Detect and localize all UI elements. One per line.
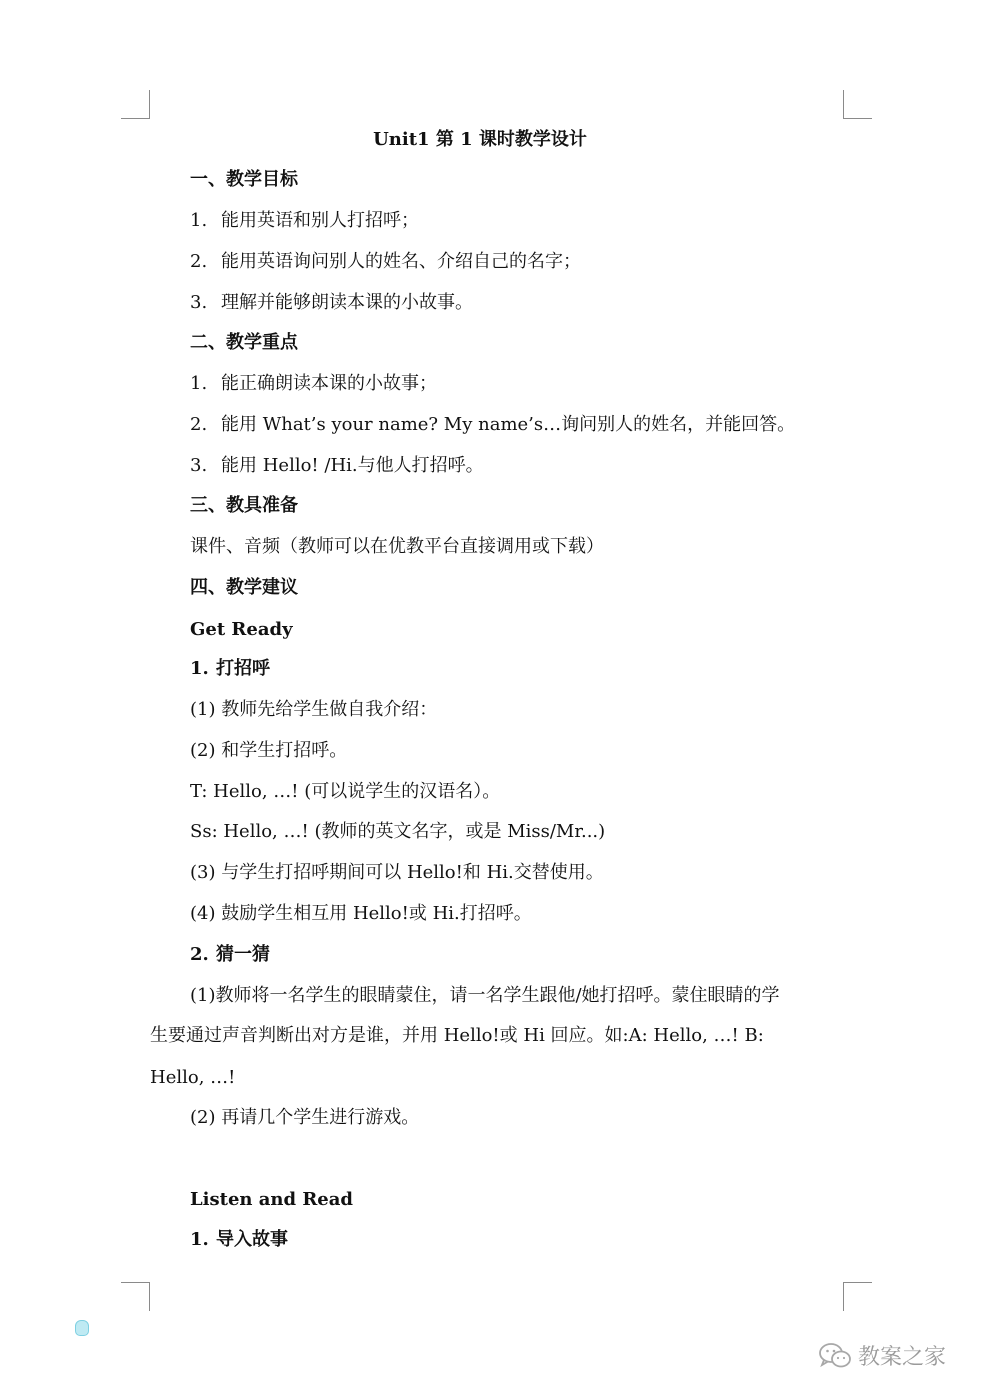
paragraph-line: Ss: Hello, …! (教师的英文名字，或是 Miss/Mr...) xyxy=(190,821,606,842)
list-number: 2. xyxy=(190,414,208,435)
step-title: 打招呼 xyxy=(216,658,270,679)
step-number: 1. xyxy=(190,1229,209,1250)
step-heading xyxy=(190,943,270,967)
paragraph-line: (1)教师将一名学生的眼睛蒙住，请一名学生跟他/她打招呼。蒙住眼睛的学 xyxy=(190,985,780,1006)
watermark-text: 教案之家 xyxy=(858,1345,947,1370)
step-title: 导入故事 xyxy=(216,1229,288,1250)
list-number: 1. xyxy=(190,373,208,394)
step-heading xyxy=(190,657,270,681)
list-item xyxy=(190,372,437,396)
list-text: 能正确朗读本课的小故事； xyxy=(221,373,437,394)
section-heading-materials: 三、教具准备 xyxy=(190,495,298,516)
decorative-dot xyxy=(75,1320,89,1336)
step-number: 1. xyxy=(190,658,209,679)
wechat-icon xyxy=(818,1342,852,1370)
paragraph-line: 生要通过声音判断出对方是谁，并用 Hello!或 Hi 回应。如:A: Hello, …! B: xyxy=(150,1025,764,1046)
crop-mark-bottom-left xyxy=(121,1282,150,1311)
paragraph-line: Hello, …! xyxy=(150,1067,236,1088)
list-item xyxy=(190,209,419,233)
watermark xyxy=(818,1340,946,1371)
list-number: 3. xyxy=(190,455,208,476)
paragraph-line: T: Hello, …! (可以说学生的汉语名）。 xyxy=(190,781,501,802)
list-number: 2. xyxy=(190,251,208,272)
subsection-listen-read: Listen and Read xyxy=(190,1189,354,1210)
list-number: 3. xyxy=(190,292,208,313)
crop-mark-top-left xyxy=(121,90,150,119)
list-item xyxy=(190,250,581,274)
list-text: 能用 What’s your name? My name’s…询问别人的姓名，并能回答。 xyxy=(221,414,796,435)
list-number: 1. xyxy=(190,210,208,231)
step-heading xyxy=(190,1228,288,1252)
list-text: 能用英语询问别人的姓名、介绍自己的名字； xyxy=(221,251,581,272)
paragraph-line: (3) 与学生打招呼期间可以 Hello!和 Hi.交替使用。 xyxy=(190,862,604,883)
materials-text: 课件、音频（教师可以在优教平台直接调用或下载） xyxy=(190,536,604,557)
section-heading-objectives: 一、教学目标 xyxy=(190,169,298,190)
crop-mark-top-right xyxy=(843,90,872,119)
list-text: 能用英语和别人打招呼； xyxy=(221,210,419,231)
section-heading-key-points: 二、教学重点 xyxy=(190,332,298,353)
paragraph-line: (2) 再请几个学生进行游戏。 xyxy=(190,1107,420,1128)
list-item xyxy=(190,454,484,478)
step-title: 猜一猜 xyxy=(216,944,270,965)
paragraph-line: (2) 和学生打招呼。 xyxy=(190,740,348,761)
list-item xyxy=(190,291,473,315)
section-heading-suggestions: 四、教学建议 xyxy=(190,577,298,598)
crop-mark-bottom-right xyxy=(843,1282,872,1311)
subsection-get-ready: Get Ready xyxy=(190,619,293,640)
paragraph-line: (1) 教师先给学生做自我介绍： xyxy=(190,699,438,720)
list-text: 理解并能够朗读本课的小故事。 xyxy=(221,292,473,313)
step-number: 2. xyxy=(190,944,209,965)
paragraph-line: (4) 鼓励学生相互用 Hello!或 Hi.打招呼。 xyxy=(190,903,532,924)
list-item xyxy=(190,413,795,437)
document-title: Unit1 第 1 课时教学设计 xyxy=(373,129,587,150)
list-text: 能用 Hello! /Hi.与他人打招呼。 xyxy=(221,455,484,476)
